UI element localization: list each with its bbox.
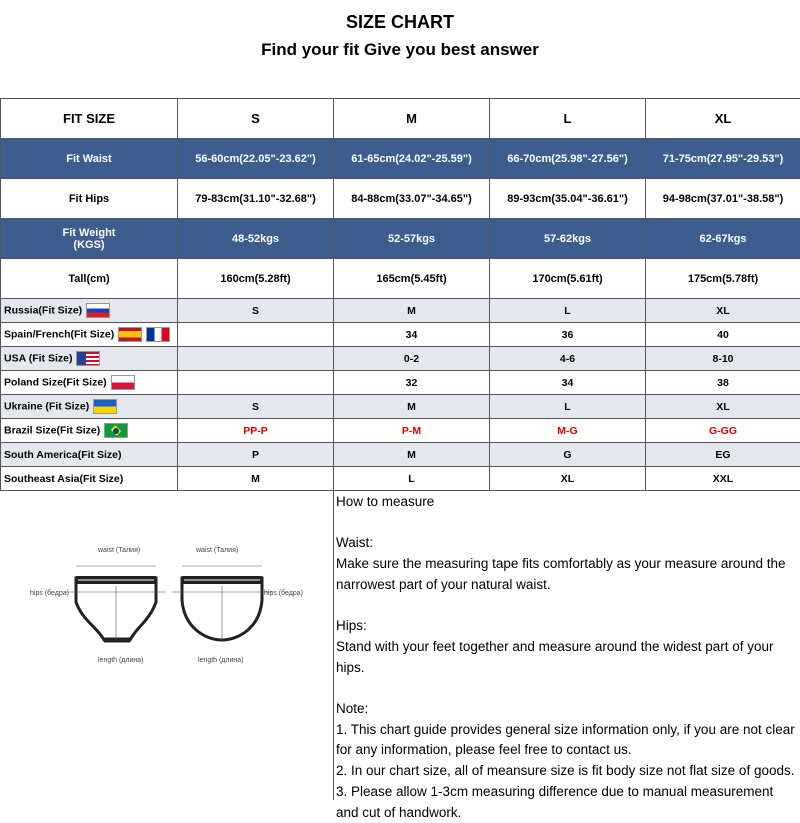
brazil-flag-icon bbox=[104, 423, 128, 438]
table-cell bbox=[178, 323, 334, 347]
fit-hips-row bbox=[1, 179, 800, 219]
russia-flag-icon bbox=[86, 303, 110, 318]
size-chart-table bbox=[0, 98, 800, 491]
back-briefs-drawing bbox=[172, 566, 272, 640]
length-label-back: length (длина) bbox=[198, 657, 244, 664]
measure-heading: How to measure bbox=[336, 492, 798, 513]
measure-diagram bbox=[0, 490, 334, 800]
table-cell: 94-98cm(37.01"-38.58") bbox=[646, 179, 800, 219]
row-label-text: Russia(Fit Size) bbox=[4, 304, 82, 316]
note-1: 1. This chart guide provides general size information only, if you are not clear for any information, please feel free to contact us. bbox=[336, 720, 798, 761]
underwear-diagram bbox=[0, 490, 333, 800]
row-label bbox=[1, 299, 178, 323]
table-cell: 48-52kgs bbox=[178, 219, 334, 259]
waist-text: Make sure the measuring tape fits comfortably as your measure around the narrowest part of your natural waist. bbox=[336, 554, 798, 595]
tall-row bbox=[1, 259, 800, 299]
waist-label-back: waist (Талия) bbox=[195, 547, 238, 554]
table-cell: PP-P bbox=[178, 419, 334, 443]
waist-title: Waist: bbox=[336, 533, 798, 554]
france-flag-icon bbox=[146, 327, 170, 342]
table-cell: 34 bbox=[490, 371, 646, 395]
row-label bbox=[1, 419, 178, 443]
table-cell: XL bbox=[646, 395, 800, 419]
note-2: 2. In our chart size, all of meansure size is fit body size not flat size of goods. bbox=[336, 761, 798, 782]
table-cell: 4-6 bbox=[490, 347, 646, 371]
usa-flag-icon bbox=[76, 351, 100, 366]
table-cell: L bbox=[490, 299, 646, 323]
table-cell: G bbox=[490, 443, 646, 467]
spain-flag-icon bbox=[118, 327, 142, 342]
table-cell: 56-60cm(22.05"-23.62") bbox=[178, 139, 334, 179]
table-cell: 89-93cm(35.04"-36.61") bbox=[490, 179, 646, 219]
row-label bbox=[1, 323, 178, 347]
table-cell: XL bbox=[490, 467, 646, 491]
hips-text: Stand with your feet together and measure around the widest part of your hips. bbox=[336, 637, 798, 678]
table-cell: G-GG bbox=[646, 419, 800, 443]
front-briefs-drawing bbox=[66, 566, 166, 640]
note-3: 3. Please allow 1-3cm measuring difference due to manual measurement and cut of handwork. bbox=[336, 782, 798, 823]
fit-size-header: FIT SIZE bbox=[1, 99, 178, 139]
how-to-measure-text bbox=[336, 492, 798, 823]
row-label: Fit Waist bbox=[1, 139, 178, 179]
southeast-asia-row bbox=[1, 467, 800, 491]
note-title: Note: bbox=[336, 699, 798, 720]
table-cell: 0-2 bbox=[334, 347, 490, 371]
row-label: Southeast Asia(Fit Size) bbox=[1, 467, 178, 491]
row-label-text: Poland Size(Fit Size) bbox=[4, 376, 107, 388]
table-cell: 170cm(5.61ft) bbox=[490, 259, 646, 299]
table-cell: XL bbox=[646, 299, 800, 323]
table-cell: 52-57kgs bbox=[334, 219, 490, 259]
hips-title: Hips: bbox=[336, 616, 798, 637]
row-label bbox=[1, 219, 178, 259]
table-cell bbox=[178, 371, 334, 395]
table-cell: S bbox=[178, 299, 334, 323]
row-label-text: USA (Fit Size) bbox=[4, 352, 72, 364]
table-cell: EG bbox=[646, 443, 800, 467]
row-label bbox=[1, 395, 178, 419]
table-cell: M bbox=[334, 443, 490, 467]
table-cell: 71-75cm(27.95"-29.53") bbox=[646, 139, 800, 179]
poland-row bbox=[1, 371, 800, 395]
row-label-text: Ukraine (Fit Size) bbox=[4, 400, 89, 412]
table-cell: M-G bbox=[490, 419, 646, 443]
table-header-row bbox=[1, 99, 800, 139]
table-cell: L bbox=[490, 395, 646, 419]
row-label: Tall(cm) bbox=[1, 259, 178, 299]
table-cell: 40 bbox=[646, 323, 800, 347]
russia-row bbox=[1, 299, 800, 323]
table-cell: M bbox=[334, 395, 490, 419]
table-cell: S bbox=[178, 395, 334, 419]
fit-weight-row bbox=[1, 219, 800, 259]
ukraine-flag-icon bbox=[93, 399, 117, 414]
ukraine-row bbox=[1, 395, 800, 419]
table-cell: 38 bbox=[646, 371, 800, 395]
usa-row bbox=[1, 347, 800, 371]
table-cell: 165cm(5.45ft) bbox=[334, 259, 490, 299]
row-label: Fit Hips bbox=[1, 179, 178, 219]
row-label-text: Brazil Size(Fit Size) bbox=[4, 424, 100, 436]
table-cell: P-M bbox=[334, 419, 490, 443]
waist-label-front: waist (Талия) bbox=[97, 547, 140, 554]
table-cell: P bbox=[178, 443, 334, 467]
row-label-line1: Fit Weight bbox=[63, 227, 116, 239]
length-label-front: length (длина) bbox=[98, 657, 144, 664]
row-label: South America(Fit Size) bbox=[1, 443, 178, 467]
page-subtitle: Find your fit Give you best answer bbox=[0, 40, 800, 60]
size-header-l: L bbox=[490, 99, 646, 139]
table-cell: 79-83cm(31.10"-32.68") bbox=[178, 179, 334, 219]
spain-french-row bbox=[1, 323, 800, 347]
table-cell: L bbox=[334, 467, 490, 491]
brazil-row bbox=[1, 419, 800, 443]
table-cell: 66-70cm(25.98"-27.56") bbox=[490, 139, 646, 179]
table-cell: 61-65cm(24.02"-25.59") bbox=[334, 139, 490, 179]
size-header-s: S bbox=[178, 99, 334, 139]
table-cell: M bbox=[334, 299, 490, 323]
row-label-text: Spain/French(Fit Size) bbox=[4, 328, 114, 340]
page-title: SIZE CHART bbox=[0, 12, 800, 33]
poland-flag-icon bbox=[111, 375, 135, 390]
table-cell: 62-67kgs bbox=[646, 219, 800, 259]
hips-label-back: hips (бедра) bbox=[264, 589, 303, 597]
size-header-m: M bbox=[334, 99, 490, 139]
hips-label-front: hips (бедра) bbox=[30, 589, 69, 597]
table-cell: M bbox=[178, 467, 334, 491]
fit-waist-row bbox=[1, 139, 800, 179]
table-cell: 160cm(5.28ft) bbox=[178, 259, 334, 299]
title-block bbox=[0, 0, 800, 100]
size-header-xl: XL bbox=[646, 99, 800, 139]
table-cell: 84-88cm(33.07"-34.65") bbox=[334, 179, 490, 219]
table-cell: 8-10 bbox=[646, 347, 800, 371]
table-cell: XXL bbox=[646, 467, 800, 491]
table-cell: 175cm(5.78ft) bbox=[646, 259, 800, 299]
row-label-line2: (KGS) bbox=[73, 239, 104, 251]
table-cell: 32 bbox=[334, 371, 490, 395]
table-cell: 57-62kgs bbox=[490, 219, 646, 259]
south-america-row bbox=[1, 443, 800, 467]
table-cell: 34 bbox=[334, 323, 490, 347]
row-label bbox=[1, 371, 178, 395]
table-cell: 36 bbox=[490, 323, 646, 347]
table-cell bbox=[178, 347, 334, 371]
row-label bbox=[1, 347, 178, 371]
